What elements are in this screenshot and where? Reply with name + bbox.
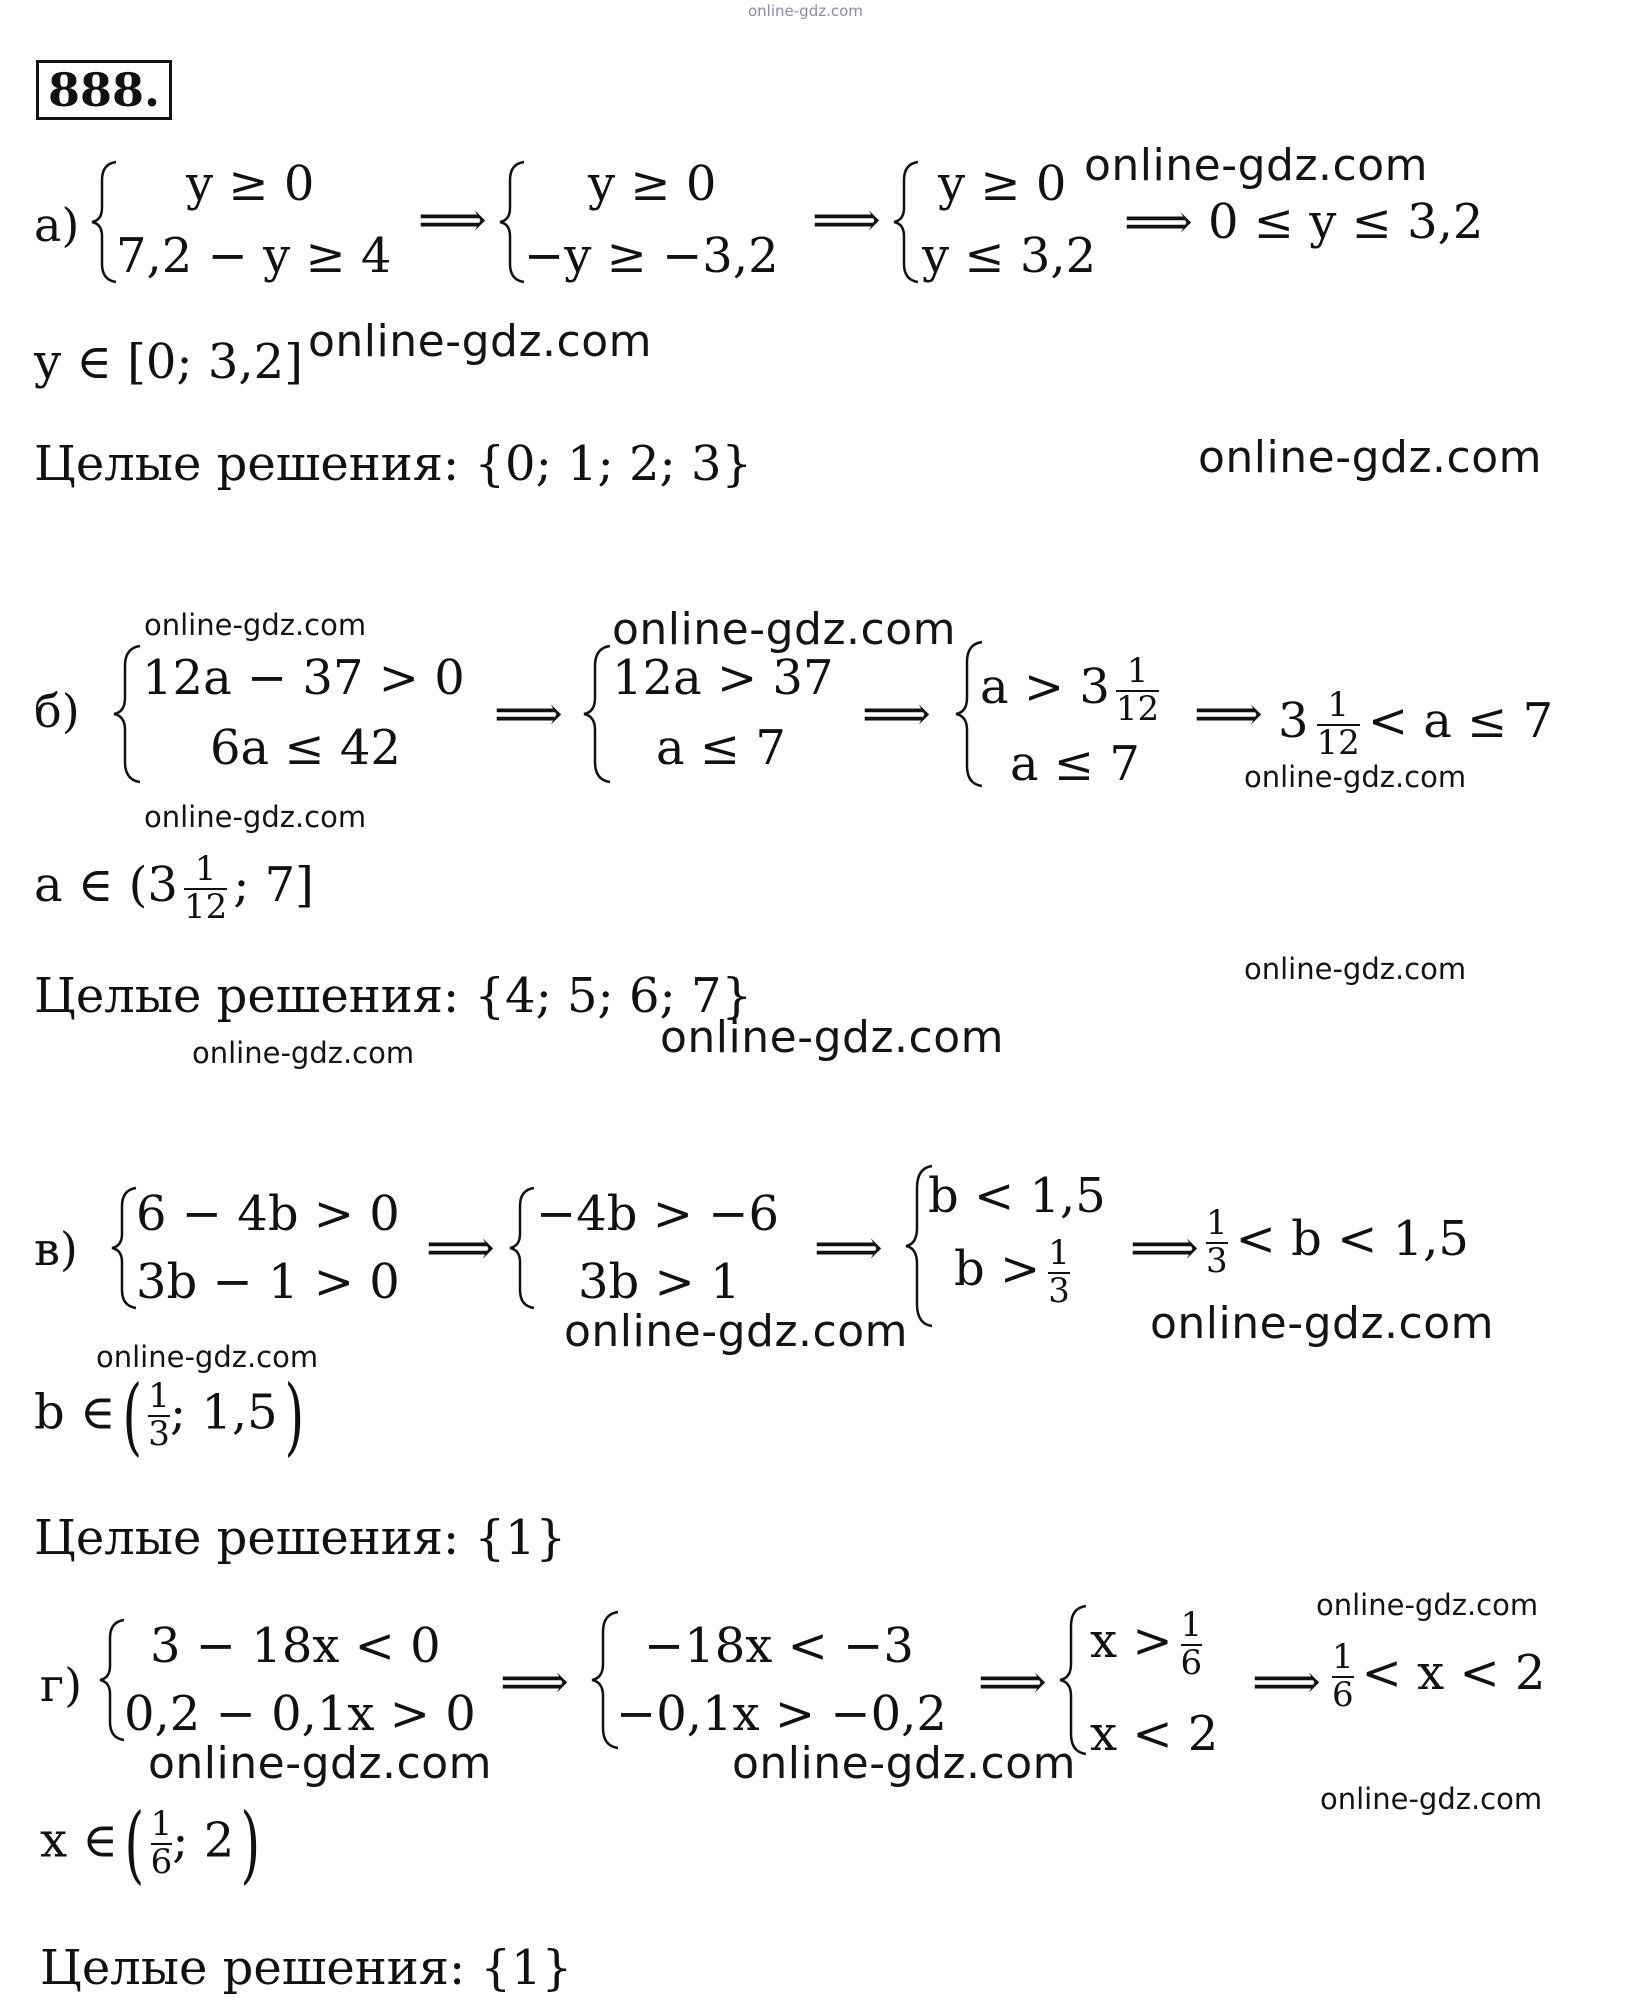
b-sys1-line2: 6a ≤ 42	[210, 720, 401, 776]
part-a-label: а)	[34, 198, 80, 252]
g-result-frac-num: 1	[1332, 1637, 1354, 1677]
watermark: online-gdz.com	[1084, 140, 1429, 191]
g-integers-row	[40, 1940, 572, 1996]
watermark: online-gdz.com	[1244, 760, 1467, 794]
g-sys1-line1: 3 − 18x < 0	[150, 1618, 441, 1674]
b-interval-frac-num: 1	[194, 849, 217, 889]
a-integers-label: Целые решения:	[34, 436, 460, 492]
a-interval: y ∈ [0; 3,2]	[34, 334, 303, 390]
arrow-g-2: ⟹	[978, 1654, 1047, 1710]
g-sys3-line2: x < 2	[1090, 1706, 1219, 1762]
a-result: 0 ≤ y ≤ 3,2	[1208, 194, 1484, 250]
g-interval-open-paren: (	[124, 1795, 145, 1893]
brace-g-3	[1058, 1604, 1090, 1756]
part-b-label: б)	[34, 684, 80, 738]
g-interval-suffix: ; 2	[172, 1812, 235, 1869]
b-interval-frac-den: 12	[183, 886, 228, 927]
a-sys1-line2: 7,2 − y ≥ 4	[116, 228, 392, 284]
v-interval-fraction	[148, 1376, 170, 1454]
v-sys2-line1: −4b > −6	[536, 1186, 779, 1242]
arrow-b-3: ⟹	[1194, 686, 1263, 742]
g-sys3-fraction	[1180, 1605, 1203, 1683]
g-interval	[40, 1795, 267, 1893]
watermark: online-gdz.com	[564, 1306, 909, 1357]
part-g-label: г)	[40, 1658, 83, 1712]
a-sys3-line2: y ≤ 3,2	[922, 228, 1097, 284]
b-sys1-line1: 12a − 37 > 0	[142, 650, 465, 706]
watermark: online-gdz.com	[1316, 1588, 1539, 1622]
v-sys3-fraction	[1048, 1233, 1070, 1311]
g-sys3-top: x >	[1090, 1613, 1173, 1670]
g-sys3-line1	[1090, 1605, 1203, 1683]
g-result	[1332, 1637, 1546, 1715]
a-sys2-line1: y ≥ 0	[588, 156, 717, 212]
b-result-fraction	[1316, 685, 1360, 763]
v-sys3-frac-num: 1	[1048, 1233, 1070, 1273]
brace-v-2	[508, 1186, 538, 1310]
v-sys3-frac-den: 3	[1048, 1270, 1070, 1311]
b-sys3-frac-num: 1	[1126, 651, 1149, 691]
v-integers-value: {1}	[474, 1510, 567, 1566]
watermark: online-gdz.com	[1150, 1298, 1495, 1349]
b-result-suffix: < a ≤ 7	[1367, 693, 1554, 750]
watermark: online-gdz.com	[144, 800, 367, 834]
g-sys1-line2: 0,2 − 0,1x > 0	[124, 1686, 476, 1742]
a-integers-row	[34, 436, 752, 492]
v-result-suffix: < b < 1,5	[1235, 1211, 1469, 1268]
b-sys2-line2: a ≤ 7	[656, 720, 786, 776]
problem-number: 888.	[36, 60, 172, 120]
a-integers-value: {0; 1; 2; 3}	[474, 436, 753, 492]
g-interval-frac-num: 1	[150, 1804, 173, 1845]
arrow-a-3: ⟹	[1124, 194, 1193, 250]
g-integers-value: {1}	[480, 1940, 573, 1996]
arrow-v-1: ⟹	[426, 1220, 495, 1276]
v-interval	[34, 1367, 310, 1465]
g-interval-close-paren: )	[240, 1795, 261, 1893]
v-interval-suffix: ; 1,5	[169, 1384, 278, 1441]
v-sys3-line2	[954, 1233, 1070, 1311]
g-result-suffix: < x < 2	[1361, 1645, 1546, 1702]
v-result	[1206, 1203, 1469, 1281]
g-interval-prefix: x ∈	[40, 1812, 118, 1869]
g-integers-label: Целые решения:	[40, 1940, 466, 1996]
v-result-fraction	[1206, 1203, 1228, 1281]
b-sys3-top: a > 3	[980, 659, 1110, 716]
watermark: online-gdz.com	[612, 604, 957, 655]
watermark: online-gdz.com	[1320, 1782, 1543, 1816]
v-interval-close-paren: )	[284, 1367, 304, 1465]
a-sys2-line2: −y ≥ −3,2	[524, 228, 779, 284]
g-result-fraction	[1332, 1637, 1354, 1715]
b-interval-fraction	[183, 849, 228, 927]
watermark: online-gdz.com	[660, 1012, 1005, 1063]
v-interval-open-paren: (	[122, 1367, 142, 1465]
watermark: online-gdz.com	[148, 1738, 493, 1789]
v-interval-frac-den: 3	[148, 1414, 170, 1454]
g-interval-fraction	[150, 1804, 173, 1882]
watermark: online-gdz.com	[1198, 432, 1543, 483]
v-sys1-line1: 6 − 4b > 0	[136, 1186, 400, 1242]
g-result-frac-den: 6	[1332, 1674, 1354, 1715]
a-sys1-line1: y ≥ 0	[186, 156, 315, 212]
b-sys3-line2: a ≤ 7	[1010, 736, 1140, 792]
arrow-g-3: ⟹	[1252, 1654, 1321, 1710]
b-integers-row	[34, 968, 752, 1024]
arrow-v-3: ⟹	[1130, 1220, 1199, 1276]
v-result-frac-num: 1	[1206, 1203, 1228, 1243]
a-sys3-line1: y ≥ 0	[938, 156, 1067, 212]
v-interval-prefix: b ∈	[34, 1384, 116, 1441]
b-integers-value: {4; 5; 6; 7}	[474, 968, 753, 1024]
brace-a-3	[892, 160, 922, 284]
arrow-v-2: ⟹	[814, 1220, 883, 1276]
b-sys3-fraction	[1115, 651, 1160, 729]
b-result	[1278, 685, 1554, 763]
v-integers-label: Целые решения:	[34, 1510, 460, 1566]
watermark: online-gdz.com	[192, 1036, 415, 1070]
watermark: online-gdz.com	[1244, 952, 1467, 986]
v-integers-row	[34, 1510, 566, 1566]
watermark-top: online-gdz.com	[748, 2, 863, 20]
b-sys3-frac-den: 12	[1115, 688, 1160, 729]
b-integers-label: Целые решения:	[34, 968, 460, 1024]
v-result-frac-den: 3	[1206, 1240, 1228, 1281]
brace-b-1	[112, 644, 144, 784]
g-interval-frac-den: 6	[150, 1842, 173, 1882]
watermark: online-gdz.com	[732, 1738, 1077, 1789]
g-sys3-frac-num: 1	[1180, 1605, 1203, 1645]
b-result-prefix: 3	[1278, 693, 1309, 750]
watermark: online-gdz.com	[144, 608, 367, 642]
arrow-a-1: ⟹	[418, 192, 487, 248]
g-sys2-line1: −18x < −3	[644, 1618, 914, 1674]
arrow-b-2: ⟹	[862, 686, 931, 742]
b-sys2-line1: 12a > 37	[612, 650, 834, 706]
arrow-b-1: ⟹	[494, 686, 563, 742]
b-interval-prefix: a ∈ (3	[34, 857, 178, 914]
v-sys3-line1: b < 1,5	[928, 1168, 1106, 1224]
watermark: online-gdz.com	[308, 316, 653, 367]
v-sys3-bottom: b >	[954, 1241, 1041, 1298]
b-result-frac-num: 1	[1327, 685, 1349, 725]
b-sys3-line1	[980, 651, 1160, 729]
b-interval-suffix: ; 7]	[233, 857, 314, 914]
v-sys2-line2: 3b > 1	[578, 1254, 741, 1310]
v-sys1-line2: 3b − 1 > 0	[136, 1254, 400, 1310]
g-sys3-frac-den: 6	[1180, 1642, 1203, 1683]
g-sys2-line2: −0,1x > −0,2	[616, 1686, 947, 1742]
arrow-g-1: ⟹	[500, 1654, 569, 1710]
b-result-frac-den: 12	[1316, 722, 1360, 763]
brace-b-2	[582, 644, 614, 784]
arrow-a-2: ⟹	[812, 192, 881, 248]
b-interval	[34, 849, 314, 927]
watermark: online-gdz.com	[96, 1340, 319, 1374]
part-v-label: в)	[34, 1222, 78, 1276]
v-interval-frac-num: 1	[148, 1376, 170, 1417]
